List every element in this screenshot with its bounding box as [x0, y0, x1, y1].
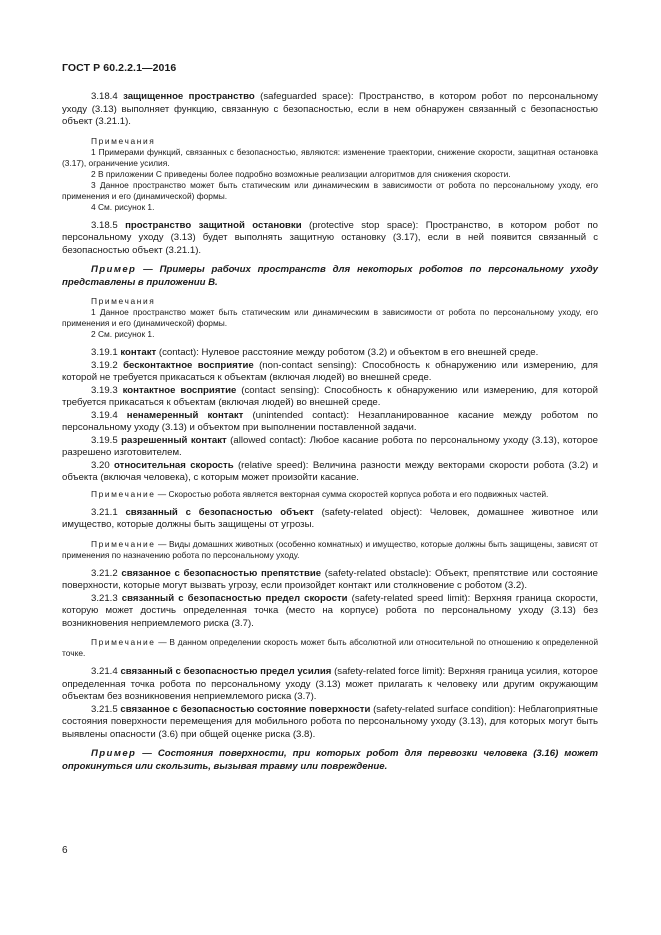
term: связанное с безопасностью состояние поверхности: [120, 703, 371, 715]
term: контактное восприятие: [122, 384, 237, 396]
note-3-20: [62, 489, 598, 500]
note-label: Примечание: [91, 637, 156, 647]
clause-number: 3.21.1: [91, 506, 126, 518]
page-body: [62, 91, 598, 773]
page-number: 6: [62, 845, 68, 856]
notes-heading: Примечания: [91, 135, 156, 146]
note-item: 3 Данное пространство может быть статическим или динамическим в зависимости от робота по персональному уходу, его применения и его (динамической) формы.: [62, 179, 598, 201]
definition-3-21-2: [62, 568, 598, 593]
definition-3-19-2: [62, 360, 598, 385]
definition-text: (safety-related object): Человек, домашнее животное или имущество, которые должны быть защищены от угрозы.: [62, 506, 598, 530]
definition-3-18-5: [62, 220, 598, 258]
definition-text: (contact): Нулевое расстояние между роботом (3.2) и объектом в его внешней среде.: [156, 347, 539, 358]
dash: —: [136, 264, 160, 275]
term: контакт: [120, 347, 157, 358]
clause-number: 3.19.3: [91, 384, 123, 396]
clause-number: 3.21.3: [91, 592, 122, 604]
definition-3-19-5: [62, 435, 598, 460]
note-3-21-3: [62, 637, 598, 659]
example-label: Пример: [91, 748, 137, 759]
definition-text: (safety-related surface condition): Неблагоприятные состояния поверхности перемещения для мобильного робота по персональному уходу (3.13), для которых могут быть выявлены опасности (3.6) при общей оценке риска (3.8).: [62, 703, 598, 740]
note-text: В данном определении скорость может быть абсолютной или относительной по отношению к определенной точке.: [62, 637, 598, 658]
term: разрешенный контакт: [121, 434, 227, 446]
definition-3-21-4: [62, 666, 598, 704]
note-item: 1 Данное пространство может быть статическим или динамическим в зависимости от робота по персональному уходу, его применения и его (динамической) формы.: [62, 307, 598, 328]
definition-3-21-5: [62, 704, 598, 742]
term: связанный с безопасностью предел скорости: [121, 592, 348, 604]
note-label: Примечание: [91, 538, 156, 549]
note-3-21-1: [62, 539, 598, 561]
term: пространство защитной остановки: [125, 219, 302, 231]
definition-3-18-4: [62, 91, 598, 129]
definition-text: (contact sensing): Способность к обнаружению или измерению, для которой требуется прикасаться к объектам (включая людей) во внешней среде.: [62, 384, 598, 408]
definition-3-20: [62, 460, 598, 485]
term: связанный с безопасностью объект: [125, 506, 314, 518]
clause-number: 3.21.4: [91, 666, 121, 677]
definition-3-21-3: [62, 593, 598, 631]
definition-3-19-3: [62, 385, 598, 410]
dash: —: [155, 637, 170, 647]
definition-3-21-1: [62, 507, 598, 532]
clause-number: 3.19.2: [91, 359, 124, 371]
dash: —: [136, 748, 158, 759]
definition-3-19-1: [62, 347, 598, 360]
clause-number: 3.18.5: [91, 219, 126, 231]
clause-number: 3.21.2: [91, 567, 122, 579]
note-item: 2 См. рисунок 1.: [91, 329, 155, 339]
definition-text: (relative speed): Величина разности между векторами скорости робота (3.2) и объекта (включая человека), с которым может произойти касание.: [62, 459, 598, 483]
term: связанный с безопасностью предел усилия: [120, 666, 332, 677]
term: бесконтактное восприятие: [123, 359, 254, 371]
note-item: 2 В приложении С приведены более подробно возможные реализации алгоритмов для снижения скорости.: [91, 168, 511, 179]
clause-number: 3.18.4: [91, 91, 124, 102]
example-3-18-5: [62, 264, 598, 289]
document-code: ГОСТ Р 60.2.2.1—2016: [62, 62, 177, 74]
example-text: Состояния поверхности, при которых робот для перевозки человека (3.16) может опрокинуться или скользить, вызывая травму или повреждение.: [62, 748, 598, 772]
definition-text: (safety-related speed limit): Верхняя граница скорости, которую может достичь определенная точка (место на корпусе) робота по персональному уходу (3.13) без возникновения неприемлемого риска (3.7).: [62, 592, 598, 629]
note-text: Виды домашних животных (особенно комнатных) и имущество, которые должны быть защищены, зависят от применения по назначению робота по персональному уходу.: [62, 538, 598, 560]
note-text: Скоростью робота является векторная сумма скоростей корпуса робота и его подвижных частей.: [168, 488, 549, 499]
definition-text: (unintended contact): Незапланированное касание между роботом по персональному уходу (3.13) и объектом при выполнении поставленной задачи.: [62, 409, 598, 433]
note-label: Примечание: [91, 488, 156, 499]
clause-number: 3.21.5: [91, 703, 121, 715]
note-item: 1 Примерами функций, связанных с безопасностью, являются: изменение траектории, снижение скорости, защитная остановка (3.17), ограничение усилия.: [62, 146, 598, 168]
definition-text: (protective stop space): Пространство, в котором робот по персональному уходу (3.13) будет выполнять защитную остановку (3.17), если в ней появится связанный с безопасностью объект (3.21.1).: [62, 219, 598, 256]
term: связанное с безопасностью препятствие: [121, 567, 322, 579]
definition-text: (safety-related force limit): Верхняя граница усилия, которое определенная точка робота по персональному уходу (3.13) может прилагать к человеку или другим окружающим объектам без возникновения неприемлемого риска (3.7).: [62, 666, 599, 702]
example-3-21-5: [62, 748, 598, 773]
definition-text: (safeguarded space): Пространство, в котором робот по персональному уходу (3.13) выполняет функцию, связанную с безопасностью, если в нем обнаружен связанный с безопасностью объект (3.21.1).: [62, 91, 598, 127]
definition-text: (safety-related obstacle): Объект, препятствие или состояние поверхности, которые могут вызвать угрозу, если произойдет контакт или столкновение с роботом (3.2).: [62, 567, 598, 591]
term: защищенное пространство: [123, 91, 255, 102]
example-label: Пример: [91, 264, 137, 275]
definition-3-19-4: [62, 410, 598, 435]
definition-text: (non-contact sensing): Способность к обнаружению или измерению, для которой не требуется прикасаться к объектам (включая людей) во внешней среде.: [62, 359, 598, 383]
term: относительная скорость: [114, 459, 234, 471]
example-text: Примеры рабочих пространств для некоторых роботов по персональному уходу представлены в приложении В.: [62, 264, 598, 288]
definition-text: (allowed contact): Любое касание робота по персональному уходу (3.13), которое разрешено изготовителем.: [62, 434, 598, 458]
dash: —: [155, 488, 169, 499]
clause-number: 3.19.4: [91, 409, 127, 421]
term: ненамеренный контакт: [126, 409, 244, 421]
clause-number: 3.19.1: [91, 347, 121, 358]
clause-number: 3.20: [91, 459, 115, 471]
notes-heading: Примечания: [91, 296, 156, 306]
clause-number: 3.19.5: [91, 434, 122, 446]
dash: —: [155, 538, 169, 549]
note-item: 4 См. рисунок 1.: [91, 201, 155, 212]
